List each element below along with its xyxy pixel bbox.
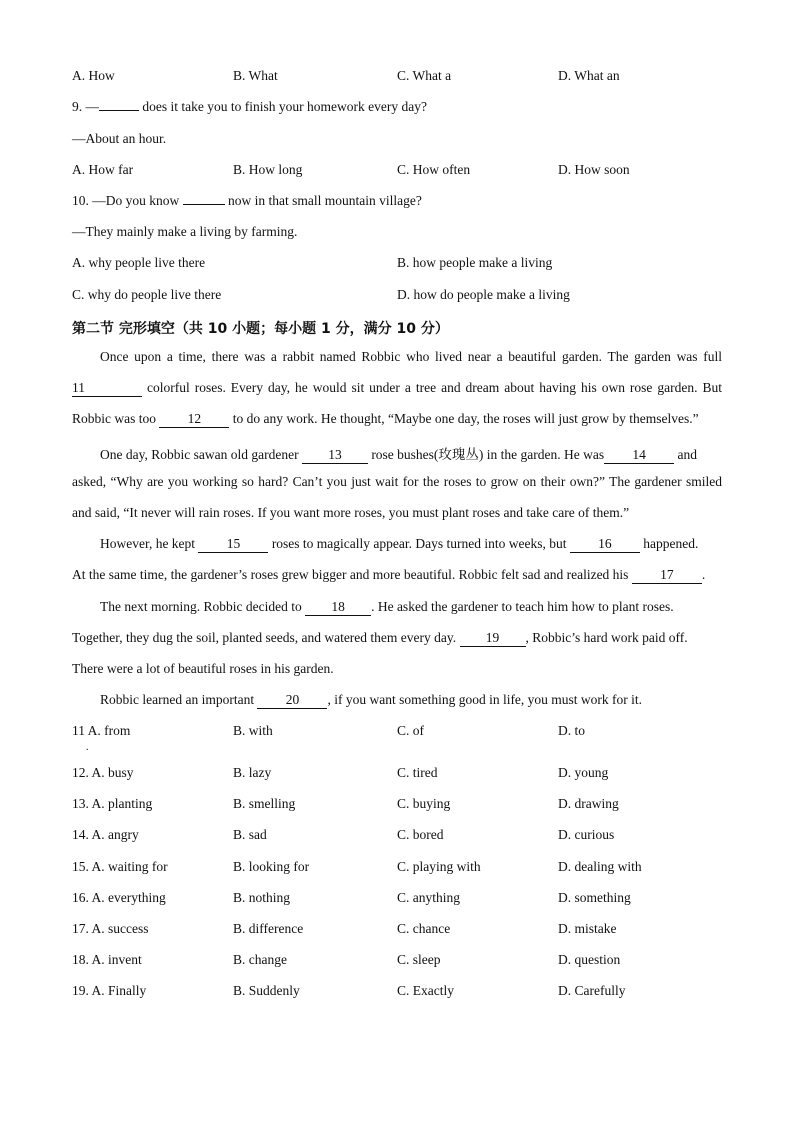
passage-p3-line1	[100, 536, 722, 553]
q10-option-c: C. why do people live there	[72, 287, 222, 302]
blank-12: 12	[159, 412, 229, 428]
q8-option-a: A. How	[72, 68, 115, 83]
blank-15: 15	[198, 537, 268, 553]
q10-option-b: B. how people make a living	[397, 255, 553, 270]
cloze-12-option-c: C. tired	[397, 765, 438, 780]
cloze-16-option-a: 16. A. everything	[72, 890, 166, 905]
passage-text: happened.	[639, 536, 699, 551]
passage-text: roses to magically appear. Days turned into weeks, but	[268, 536, 570, 551]
cloze-12-option-a: 12. A. busy	[72, 765, 134, 780]
passage-text: , Robbic’s hard work paid off.	[525, 630, 688, 645]
cloze-11-option-a: 11 A. from	[72, 723, 131, 738]
passage-p2-line1	[100, 443, 722, 464]
blank-17: 17	[632, 568, 702, 584]
section-title: 第二节 完形填空（共 10 小题；每小题 1 分，满分 10 分）	[72, 321, 449, 337]
blank-14: 14	[604, 448, 674, 464]
blank-13: 13	[302, 448, 368, 464]
cloze-19-option-d: D. Carefully	[558, 983, 626, 998]
cloze-18-option-b: B. change	[233, 952, 287, 967]
q8-option-c: C. What a	[397, 68, 452, 83]
q10-question	[72, 193, 422, 209]
cloze-17-option-d: D. mistake	[558, 921, 617, 936]
passage-p2-line3: and said, “It never will rain roses. If you want more roses, you must plant roses and take care of them.”	[72, 505, 630, 520]
cloze-11-option-c: C. of	[397, 723, 424, 738]
passage-p4-line2	[72, 630, 722, 647]
cloze-16-option-d: D. something	[558, 890, 631, 905]
passage-p1-line3	[72, 411, 722, 428]
cloze-17-option-a: 17. A. success	[72, 921, 149, 936]
blank-20: 20	[257, 693, 327, 709]
passage-text: At the same time, the gardener’s roses grew bigger and more beautiful. Robbic felt sad and realized his	[72, 567, 632, 582]
cloze-14-option-c: C. bored	[397, 827, 444, 842]
cloze-16-option-c: C. anything	[397, 890, 460, 905]
passage-p1-line2	[72, 380, 722, 397]
blank-16: 16	[570, 537, 640, 553]
cloze-14-option-b: B. sad	[233, 827, 267, 842]
passage-text: rose bushes(玫瑰丛) in the garden. He was	[367, 447, 605, 462]
q10-number: 10. —Do you know	[72, 193, 183, 208]
q9-option-b: B. How long	[233, 162, 303, 177]
blank-18: 18	[305, 600, 371, 616]
q9-number: 9. —	[72, 99, 99, 114]
passage-text: . He asked the gardener to teach him how to plant roses.	[371, 599, 674, 614]
cloze-15-option-b: B. looking for	[233, 859, 310, 874]
passage-p2-line2: asked, “Why are you working so hard? Can’t you just wait for the roses to grow on their own?” The gardener smiled	[72, 474, 722, 489]
q10-option-a: A. why people live there	[72, 255, 206, 270]
cloze-16-option-b: B. nothing	[233, 890, 291, 905]
cloze-15-option-c: C. playing with	[397, 859, 481, 874]
cloze-14-option-d: D. curious	[558, 827, 615, 842]
blank-19: 19	[460, 631, 526, 647]
q10-option-d: D. how do people make a living	[397, 287, 570, 302]
cloze-13-option-c: C. buying	[397, 796, 451, 811]
cloze-13-option-b: B. smelling	[233, 796, 296, 811]
passage-text: , if you want something good in life, you must work for it.	[327, 692, 643, 707]
q9-option-a: A. How far	[72, 162, 134, 177]
q10-blank	[183, 204, 225, 205]
cloze-11-option-d: D. to	[558, 723, 585, 738]
passage-p4-line3: There were a lot of beautiful roses in his garden.	[72, 661, 334, 676]
passage-text: to do any work. He thought, “Maybe one day, the roses will just grow by themselves.”	[229, 411, 699, 426]
stray-dot-mark: .	[86, 742, 89, 753]
passage-text: Together, they dug the soil, planted seeds, and watered them every day.	[72, 630, 460, 645]
cloze-17-option-c: C. chance	[397, 921, 451, 936]
cloze-18-option-c: C. sleep	[397, 952, 441, 967]
passage-text: However, he kept	[100, 536, 199, 551]
passage-text: Robbic was too	[72, 411, 160, 426]
cloze-12-option-d: D. young	[558, 765, 609, 780]
cloze-11-option-b: B. with	[233, 723, 273, 738]
cloze-17-option-b: B. difference	[233, 921, 304, 936]
q9-option-d: D. How soon	[558, 162, 630, 177]
cloze-18-option-a: 18. A. invent	[72, 952, 142, 967]
passage-text: Robbic learned an important	[100, 692, 258, 707]
passage-text: and	[674, 447, 698, 462]
passage-text: The next morning. Robbic decided to	[100, 599, 306, 614]
q9-text: does it take you to finish your homework every day?	[139, 99, 427, 114]
cloze-15-option-d: D. dealing with	[558, 859, 642, 874]
passage-text: One day, Robbic sawan old gardener	[100, 447, 302, 462]
cloze-19-option-b: B. Suddenly	[233, 983, 300, 998]
q9-answer: —About an hour.	[72, 131, 167, 146]
cloze-19-option-c: C. Exactly	[397, 983, 454, 998]
cloze-14-option-a: 14. A. angry	[72, 827, 139, 842]
passage-text: .	[701, 567, 706, 582]
cloze-12-option-b: B. lazy	[233, 765, 272, 780]
passage-p4-line1	[100, 599, 722, 616]
passage-text: colorful roses. Every day, he would sit under a tree and dream about having his own rose garden. But	[142, 380, 722, 395]
q8-option-d: D. What an	[558, 68, 620, 83]
q9-question	[72, 99, 427, 115]
q10-answer: —They mainly make a living by farming.	[72, 224, 298, 239]
blank-11: 11	[72, 381, 142, 397]
q10-text: now in that small mountain village?	[224, 193, 422, 208]
passage-p5	[100, 692, 722, 709]
q9-blank	[99, 110, 139, 111]
cloze-13-option-a: 13. A. planting	[72, 796, 153, 811]
cloze-15-option-a: 15. A. waiting for	[72, 859, 168, 874]
cloze-19-option-a: 19. A. Finally	[72, 983, 147, 998]
q8-option-b: B. What	[233, 68, 278, 83]
cloze-18-option-d: D. question	[558, 952, 621, 967]
passage-p3-line2	[72, 567, 722, 584]
cloze-13-option-d: D. drawing	[558, 796, 619, 811]
passage-p1-line1: Once upon a time, there was a rabbit named Robbic who lived near a beautiful garden. The garden was full	[100, 349, 722, 364]
q9-option-c: C. How often	[397, 162, 471, 177]
